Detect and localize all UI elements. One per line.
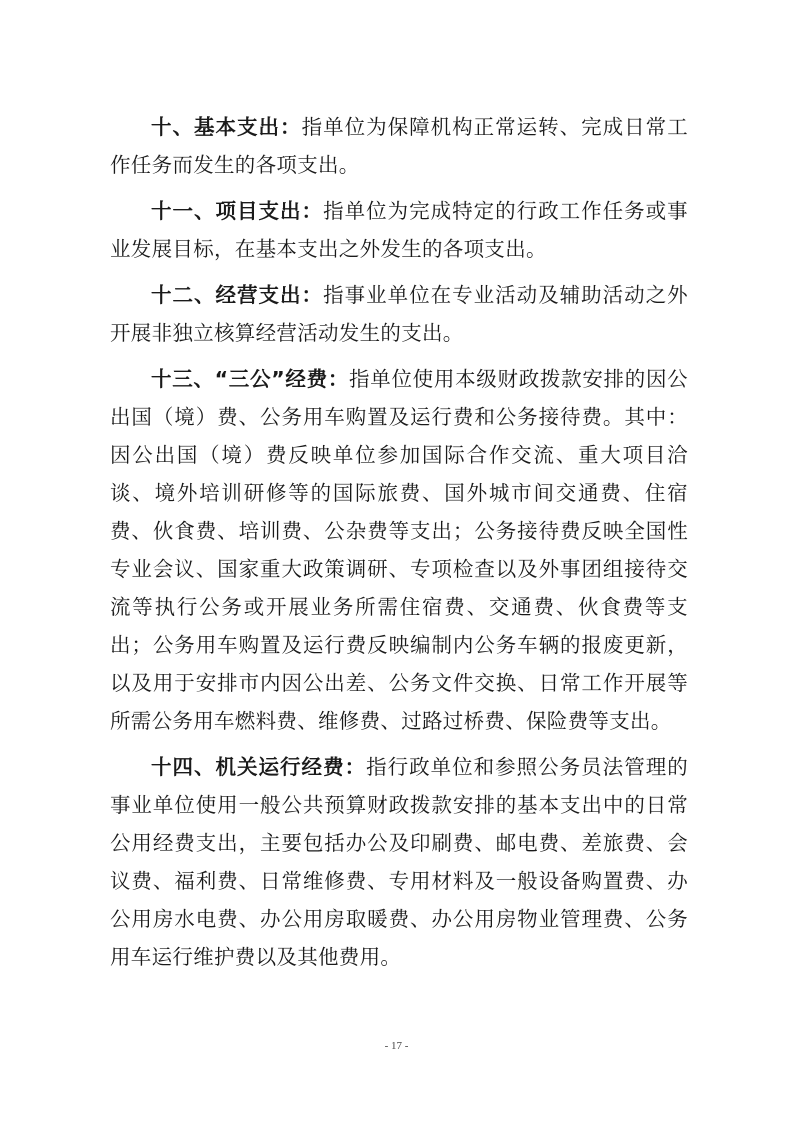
paragraph-project-expenditure bbox=[110, 192, 688, 268]
term-three-public-expenses: 十三、“三公”经费： bbox=[151, 367, 350, 391]
definition-basic-expenditure: 指单位为保障机构正常运转、完成日常工作任务而发生的各项支出。 bbox=[110, 115, 688, 177]
paragraph-operating-expenditure bbox=[110, 276, 688, 352]
paragraph-basic-expenditure bbox=[110, 108, 688, 184]
definition-three-public-expenses: 指单位使用本级财政拨款安排的因公出国（境）费、公务用车购置及运行费和公务接待费。其中：因公出国（境）费反映单位参加国际合作交流、重大项目洽谈、境外培训研修等的国际旅费、国外城市间交通费、住宿费、伙食费、培训费、公杂费等支出；公务接待费反映全国性专业会议、国家重大政策调研、专项检查以及外事团组接待交流等执行公务或开展业务所需住宿费、交通费、伙食费等支出；公务用车购置及运行费反映编制内公务车辆的报废更新，以及用于安排市内因公出差、公务文件交换、日常工作开展等所需公务用车燃料费、维修费、过路过桥费、保险费等支出。 bbox=[110, 367, 688, 733]
paragraph-three-public-expenses bbox=[110, 360, 688, 740]
definition-operating-expenditure: 指事业单位在专业活动及辅助活动之外开展非独立核算经营活动发生的支出。 bbox=[110, 283, 688, 345]
definition-agency-operating-expenses: 指行政单位和参照公务员法管理的事业单位使用一般公共预算财政拨款安排的基本支出中的日常公用经费支出，主要包括办公及印刷费、邮电费、差旅费、会议费、福利费、日常维修费、专用材料及一般设备购置费、办公用房水电费、办公用房取暖费、办公用房物业管理费、公务用车运行维护费以及其他费用。 bbox=[110, 755, 689, 969]
document-body bbox=[110, 108, 688, 984]
term-project-expenditure: 十一、项目支出： bbox=[151, 199, 324, 223]
paragraph-agency-operating-expenses bbox=[110, 748, 688, 976]
term-agency-operating-expenses: 十四、机关运行经费： bbox=[151, 755, 367, 779]
page-number: - 17 - bbox=[384, 1040, 409, 1052]
definition-project-expenditure: 指单位为完成特定的行政工作任务或事业发展目标，在基本支出之外发生的各项支出。 bbox=[110, 199, 688, 261]
term-operating-expenditure: 十二、经营支出： bbox=[151, 283, 324, 307]
term-basic-expenditure: 十、基本支出： bbox=[151, 115, 302, 139]
